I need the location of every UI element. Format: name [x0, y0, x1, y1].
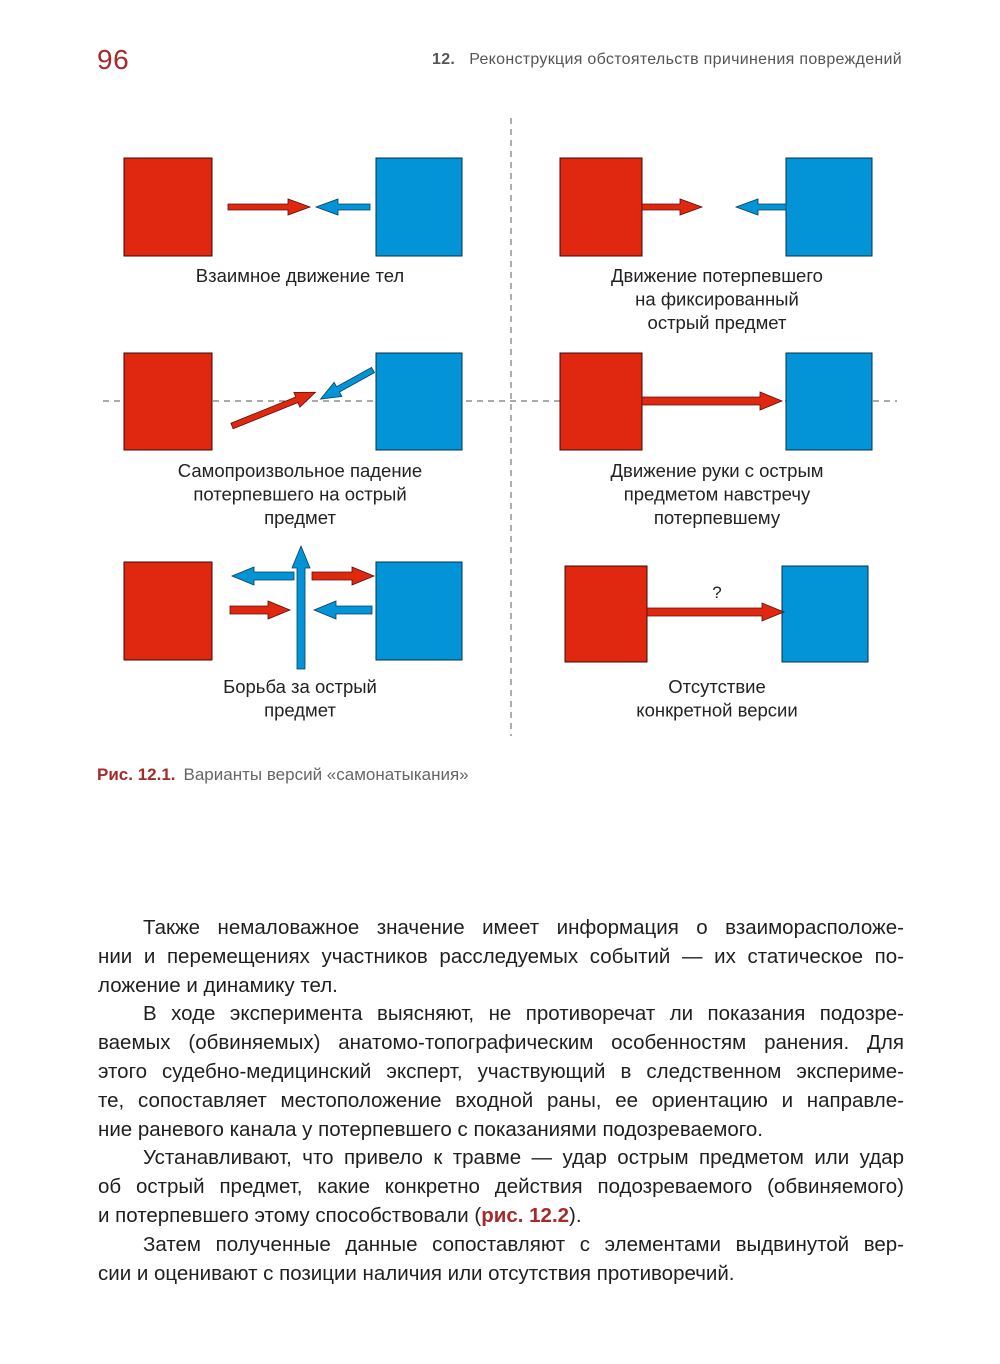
red-body [124, 562, 212, 660]
blue-arrow-diagonal [317, 363, 377, 406]
text-line: Затем полученные данные сопоставляют с элементами выдвинутой вер- [143, 1232, 904, 1256]
red-arrow-right [642, 199, 702, 215]
panel-no-version [565, 566, 868, 721]
figure-caption [97, 765, 469, 785]
blue-body [376, 353, 462, 450]
running-head [432, 51, 902, 69]
red-arrow-right-lower [230, 601, 290, 619]
blue-arrow-left-lower [314, 601, 372, 619]
panel-label-line: Отсутствие [668, 676, 766, 697]
panel-label-line: Движение потерпевшего [611, 265, 823, 286]
chapter-number: 12. [432, 51, 456, 68]
red-body [560, 158, 642, 256]
text-line: об острый предмет, какие конкретно действия подозреваемого (обвиняемого) [98, 1175, 904, 1199]
red-arrow-right-upper [312, 567, 374, 585]
panel-label-line: Самопроизвольное падение [177, 460, 423, 481]
red-arrow-right [228, 199, 310, 215]
blue-arrow-vertical [292, 546, 310, 669]
text-line: ложение и динамику тел. [98, 973, 338, 997]
caption-label: Рис. 12.1. [97, 765, 176, 784]
text-line: Устанавливают, что привело к травме — удар острым предметом или удар [143, 1146, 904, 1170]
blue-arrow-left [736, 199, 786, 215]
panel-struggle [124, 546, 462, 721]
panel-label-line: предметом навстречу [623, 483, 811, 505]
text-line: сии и оценивают с позиции наличия или отсутствия противоречий. [98, 1261, 735, 1285]
text-line [98, 1202, 904, 1231]
panel-label-line: предмет [264, 507, 336, 528]
panel-label-line: на фиксированный [635, 288, 799, 310]
panel-label-line: конкретной версии [636, 699, 798, 721]
red-body [124, 158, 212, 256]
text-segment: ). [569, 1203, 582, 1227]
red-body [560, 353, 642, 450]
panel-label-line: Взаимное движение тел [195, 265, 405, 286]
page-number: 96 [97, 44, 130, 75]
panel-label-line: потерпевшему [653, 507, 781, 528]
figure-reference-link[interactable]: рис. 12.2 [481, 1203, 570, 1227]
red-arrow-diagonal [229, 385, 318, 434]
text-line: В ходе эксперимента выясняют, не противоречат ли показания подозре- [143, 1002, 904, 1026]
blue-body [376, 562, 462, 660]
panel-label [196, 265, 404, 286]
text-line: те, сопоставляет местоположение входной раны, ее ориентацию и направле- [98, 1088, 904, 1112]
text-line: нии и перемещениях участников расследуемых событий — их статическое по- [98, 944, 904, 968]
figure-self-impalement-versions [0, 100, 1000, 750]
caption-text: Варианты версий «самонатыкания» [183, 765, 469, 784]
red-arrow-long [642, 392, 782, 410]
blue-arrow-left [316, 199, 370, 215]
panel-label-line: Движение руки с острым [610, 460, 824, 481]
blue-body [782, 566, 868, 662]
panel-label [223, 676, 377, 721]
text-line: этого судебно-медицинский эксперт, участвующий в следственном экспериме- [98, 1059, 904, 1083]
panel-label [178, 460, 422, 528]
panel-label-line: предмет [264, 699, 336, 721]
panel-hand-moving [560, 353, 872, 528]
blue-arrow-left-upper [232, 567, 294, 585]
blue-body [376, 158, 462, 256]
panel-label [611, 265, 823, 333]
text-line: ваемых (обвиняемых) анатомо-топографическим особенностям ранения. Для [98, 1031, 904, 1055]
panel-label [611, 460, 824, 528]
paragraph [98, 1231, 904, 1289]
blue-body [786, 353, 872, 450]
paragraph [98, 1144, 904, 1230]
red-arrow-long [647, 603, 784, 621]
paragraph [98, 1000, 904, 1144]
panel-label-line: потерпевшего на острый [193, 483, 407, 505]
panel-mutual [124, 158, 462, 286]
text-line: ние раневого канала у потерпевшего с показаниями подозреваемого. [98, 1117, 763, 1141]
panel-label-line: Борьба за острый [223, 676, 377, 697]
text-segment: и потерпевшего этому способствовали ( [98, 1203, 482, 1227]
chapter-title: Реконструкция обстоятельств причинения повреждений [469, 51, 902, 68]
red-body [124, 353, 212, 450]
panel-label-line: острый предмет [647, 312, 787, 333]
panel-label [636, 676, 797, 721]
panel-spontaneous-fall [124, 353, 462, 528]
text-line: Также немаловажное значение имеет информация о взаиморасположе- [143, 916, 904, 939]
body-text [98, 914, 904, 1288]
blue-body [786, 158, 872, 256]
paragraph [98, 914, 904, 1000]
panel-victim-moving [560, 158, 872, 333]
red-body [565, 566, 647, 662]
question-mark: ? [712, 583, 722, 602]
